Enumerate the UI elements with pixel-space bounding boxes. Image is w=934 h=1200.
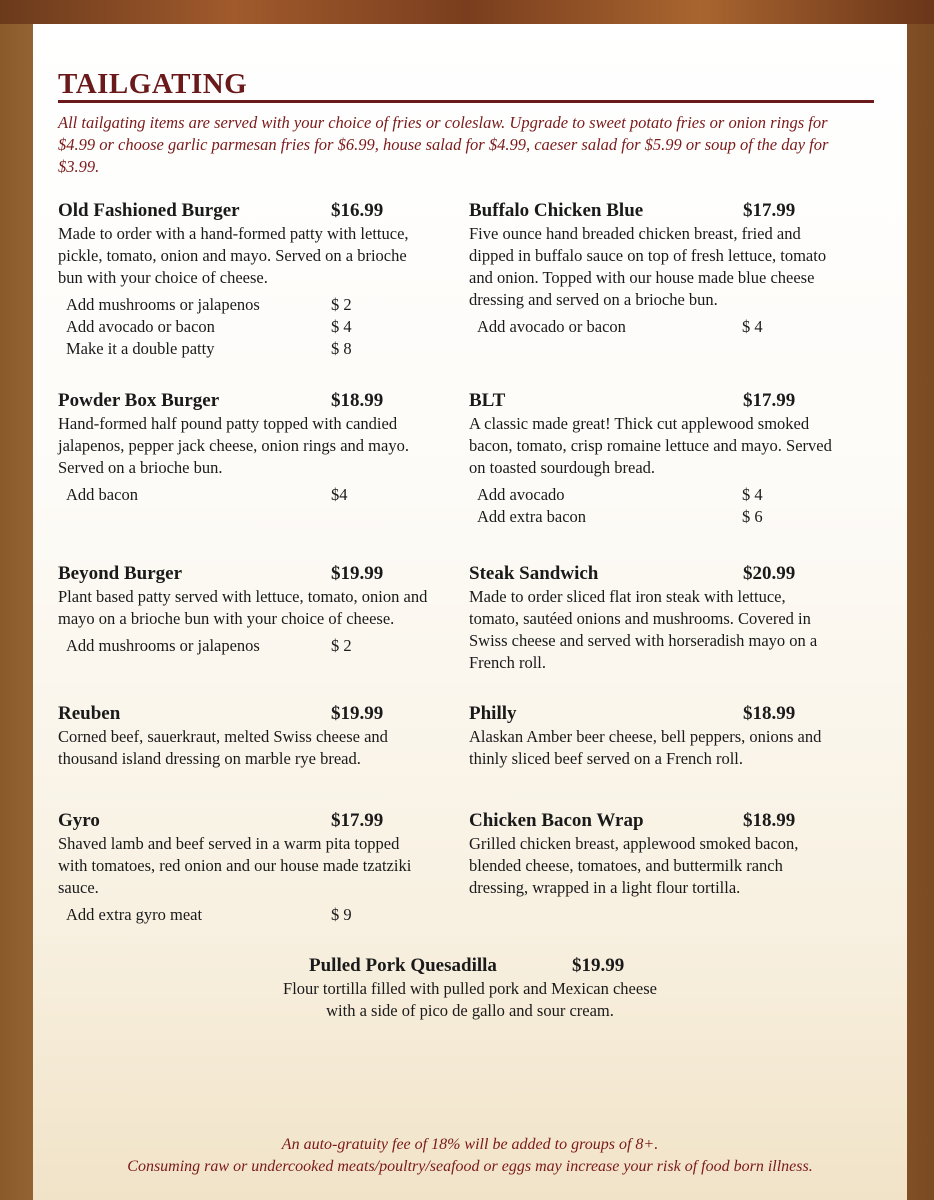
item-price: $19.99 bbox=[572, 955, 625, 976]
item-description: Shaved lamb and beef served in a warm pita topped with tomatoes, red onion and our house made tzatziki sauce. bbox=[58, 834, 412, 897]
item-price: $17.99 bbox=[743, 200, 796, 221]
addon-row bbox=[58, 905, 458, 927]
addon-label: Add mushrooms or jalapenos bbox=[66, 295, 260, 314]
item-description: Flour tortilla filled with pulled pork and Mexican cheese with a side of pico de gallo and sour cream. bbox=[283, 979, 657, 1020]
addon-list bbox=[58, 295, 458, 361]
item-header bbox=[58, 200, 458, 224]
addon-list bbox=[469, 317, 869, 339]
item-name: Chicken Bacon Wrap bbox=[469, 810, 644, 831]
item-name: Powder Box Burger bbox=[58, 390, 220, 411]
item-price: $17.99 bbox=[331, 810, 384, 831]
item-description: Five ounce hand breaded chicken breast, fried and dipped in buffalo sauce on top of fresh lettuce, tomato and onion. Topped with our house made blue cheese dressing and served on a brioche bun. bbox=[469, 224, 827, 309]
addon-row bbox=[469, 485, 869, 507]
item-description: Alaskan Amber beer cheese, bell peppers, onions and thinly sliced beef served on a French roll. bbox=[469, 727, 822, 768]
item-description: Made to order sliced flat iron steak with lettuce, tomato, sautéed onions and mushrooms. Covered in Swiss cheese and served with horseradish mayo on a French roll. bbox=[469, 587, 818, 672]
addon-price: $4 bbox=[331, 485, 348, 504]
addon-label: Add extra bacon bbox=[477, 507, 587, 526]
addon-label: Add bacon bbox=[66, 485, 138, 504]
item-price: $17.99 bbox=[743, 390, 796, 411]
item-header bbox=[469, 703, 869, 727]
menu-item-buffalo-chicken-blue bbox=[469, 200, 869, 339]
menu-item-chicken-bacon-wrap bbox=[469, 810, 869, 899]
wood-background-top bbox=[0, 0, 934, 24]
addon-list bbox=[469, 485, 869, 529]
addon-label: Add avocado bbox=[477, 485, 565, 504]
section-title: TAILGATING bbox=[58, 68, 248, 100]
item-price: $18.99 bbox=[743, 810, 796, 831]
footer-health-warning: Consuming raw or undercooked meats/poultry/seafood or eggs may increase your risk of food born illness. bbox=[127, 1158, 813, 1175]
addon-list bbox=[58, 636, 458, 658]
item-description: Grilled chicken breast, applewood smoked bacon, blended cheese, tomatoes, and buttermilk ranch dressing, wrapped in a light flour tortilla. bbox=[469, 834, 799, 897]
addon-price: $ 9 bbox=[331, 905, 352, 924]
item-name: Philly bbox=[469, 703, 517, 724]
addon-price: $ 6 bbox=[742, 507, 763, 526]
addon-row bbox=[58, 485, 458, 507]
menu-item-pulled-pork-quesadilla bbox=[230, 955, 710, 1022]
title-divider bbox=[58, 100, 874, 103]
addon-price: $ 4 bbox=[331, 317, 352, 336]
addon-price: $ 4 bbox=[742, 485, 763, 504]
item-header bbox=[230, 955, 710, 979]
item-header bbox=[58, 390, 458, 414]
addon-price: $ 2 bbox=[331, 295, 352, 314]
addon-label: Add avocado or bacon bbox=[477, 317, 626, 336]
menu-item-blt bbox=[469, 390, 869, 529]
addon-row bbox=[58, 295, 458, 317]
menu-item-gyro bbox=[58, 810, 458, 927]
item-price: $18.99 bbox=[331, 390, 384, 411]
menu-item-old-fashioned-burger bbox=[58, 200, 458, 361]
addon-price: $ 2 bbox=[331, 636, 352, 655]
item-name: Buffalo Chicken Blue bbox=[469, 200, 644, 221]
addon-label: Add mushrooms or jalapenos bbox=[66, 636, 260, 655]
menu-item-beyond-burger bbox=[58, 563, 458, 658]
addon-row bbox=[469, 507, 869, 529]
item-price: $19.99 bbox=[331, 703, 384, 724]
addon-label: Make it a double patty bbox=[66, 339, 215, 358]
item-price: $16.99 bbox=[331, 200, 384, 221]
item-description: Plant based patty served with lettuce, tomato, onion and mayo on a brioche bun with your choice of cheese. bbox=[58, 587, 428, 628]
section-intro: All tailgating items are served with your choice of fries or coleslaw. Upgrade to sweet potato fries or onion rings for $4.99 or choose garlic parmesan fries for $6.99, house salad for $4.99, caeser salad for $5.99 or soup of the day for $3.99. bbox=[58, 113, 829, 176]
item-header bbox=[469, 200, 869, 224]
addon-row bbox=[58, 317, 458, 339]
addon-row bbox=[469, 317, 869, 339]
item-description: A classic made great! Thick cut applewood smoked bacon, tomato, crisp romaine lettuce and mayo. Served on toasted sourdough bread. bbox=[469, 414, 832, 477]
addon-row bbox=[58, 636, 458, 658]
item-name: Old Fashioned Burger bbox=[58, 200, 240, 221]
addon-label: Add extra gyro meat bbox=[66, 905, 203, 924]
item-description: Corned beef, sauerkraut, melted Swiss cheese and thousand island dressing on marble rye bread. bbox=[58, 727, 388, 768]
item-header bbox=[469, 810, 869, 834]
item-header bbox=[58, 810, 458, 834]
menu-item-steak-sandwich bbox=[469, 563, 869, 674]
item-description: Made to order with a hand-formed patty with lettuce, pickle, tomato, onion and mayo. Served on a brioche bun with your choice of cheese. bbox=[58, 224, 409, 287]
item-price: $19.99 bbox=[331, 563, 384, 584]
item-name: Gyro bbox=[58, 810, 100, 831]
item-name: Reuben bbox=[58, 703, 121, 724]
item-header bbox=[469, 390, 869, 414]
addon-row bbox=[58, 339, 458, 361]
menu-item-reuben bbox=[58, 703, 458, 770]
item-name: BLT bbox=[469, 390, 506, 411]
item-name: Steak Sandwich bbox=[469, 563, 599, 584]
item-header bbox=[58, 703, 458, 727]
item-price: $20.99 bbox=[743, 563, 796, 584]
addon-list bbox=[58, 905, 458, 927]
item-description: Hand-formed half pound patty topped with candied jalapenos, pepper jack cheese, onion rings and mayo. Served on a brioche bun. bbox=[58, 414, 409, 477]
item-name: Beyond Burger bbox=[58, 563, 183, 584]
item-header bbox=[58, 563, 458, 587]
addon-price: $ 8 bbox=[331, 339, 352, 358]
addon-price: $ 4 bbox=[742, 317, 763, 336]
addon-label: Add avocado or bacon bbox=[66, 317, 215, 336]
addon-list bbox=[58, 485, 458, 507]
item-name: Pulled Pork Quesadilla bbox=[309, 955, 497, 976]
menu-item-philly bbox=[469, 703, 869, 770]
item-header bbox=[469, 563, 869, 587]
item-price: $18.99 bbox=[743, 703, 796, 724]
footer-gratuity-note: An auto-gratuity fee of 18% will be added to groups of 8+. bbox=[281, 1136, 659, 1153]
menu-item-powder-box-burger bbox=[58, 390, 458, 507]
